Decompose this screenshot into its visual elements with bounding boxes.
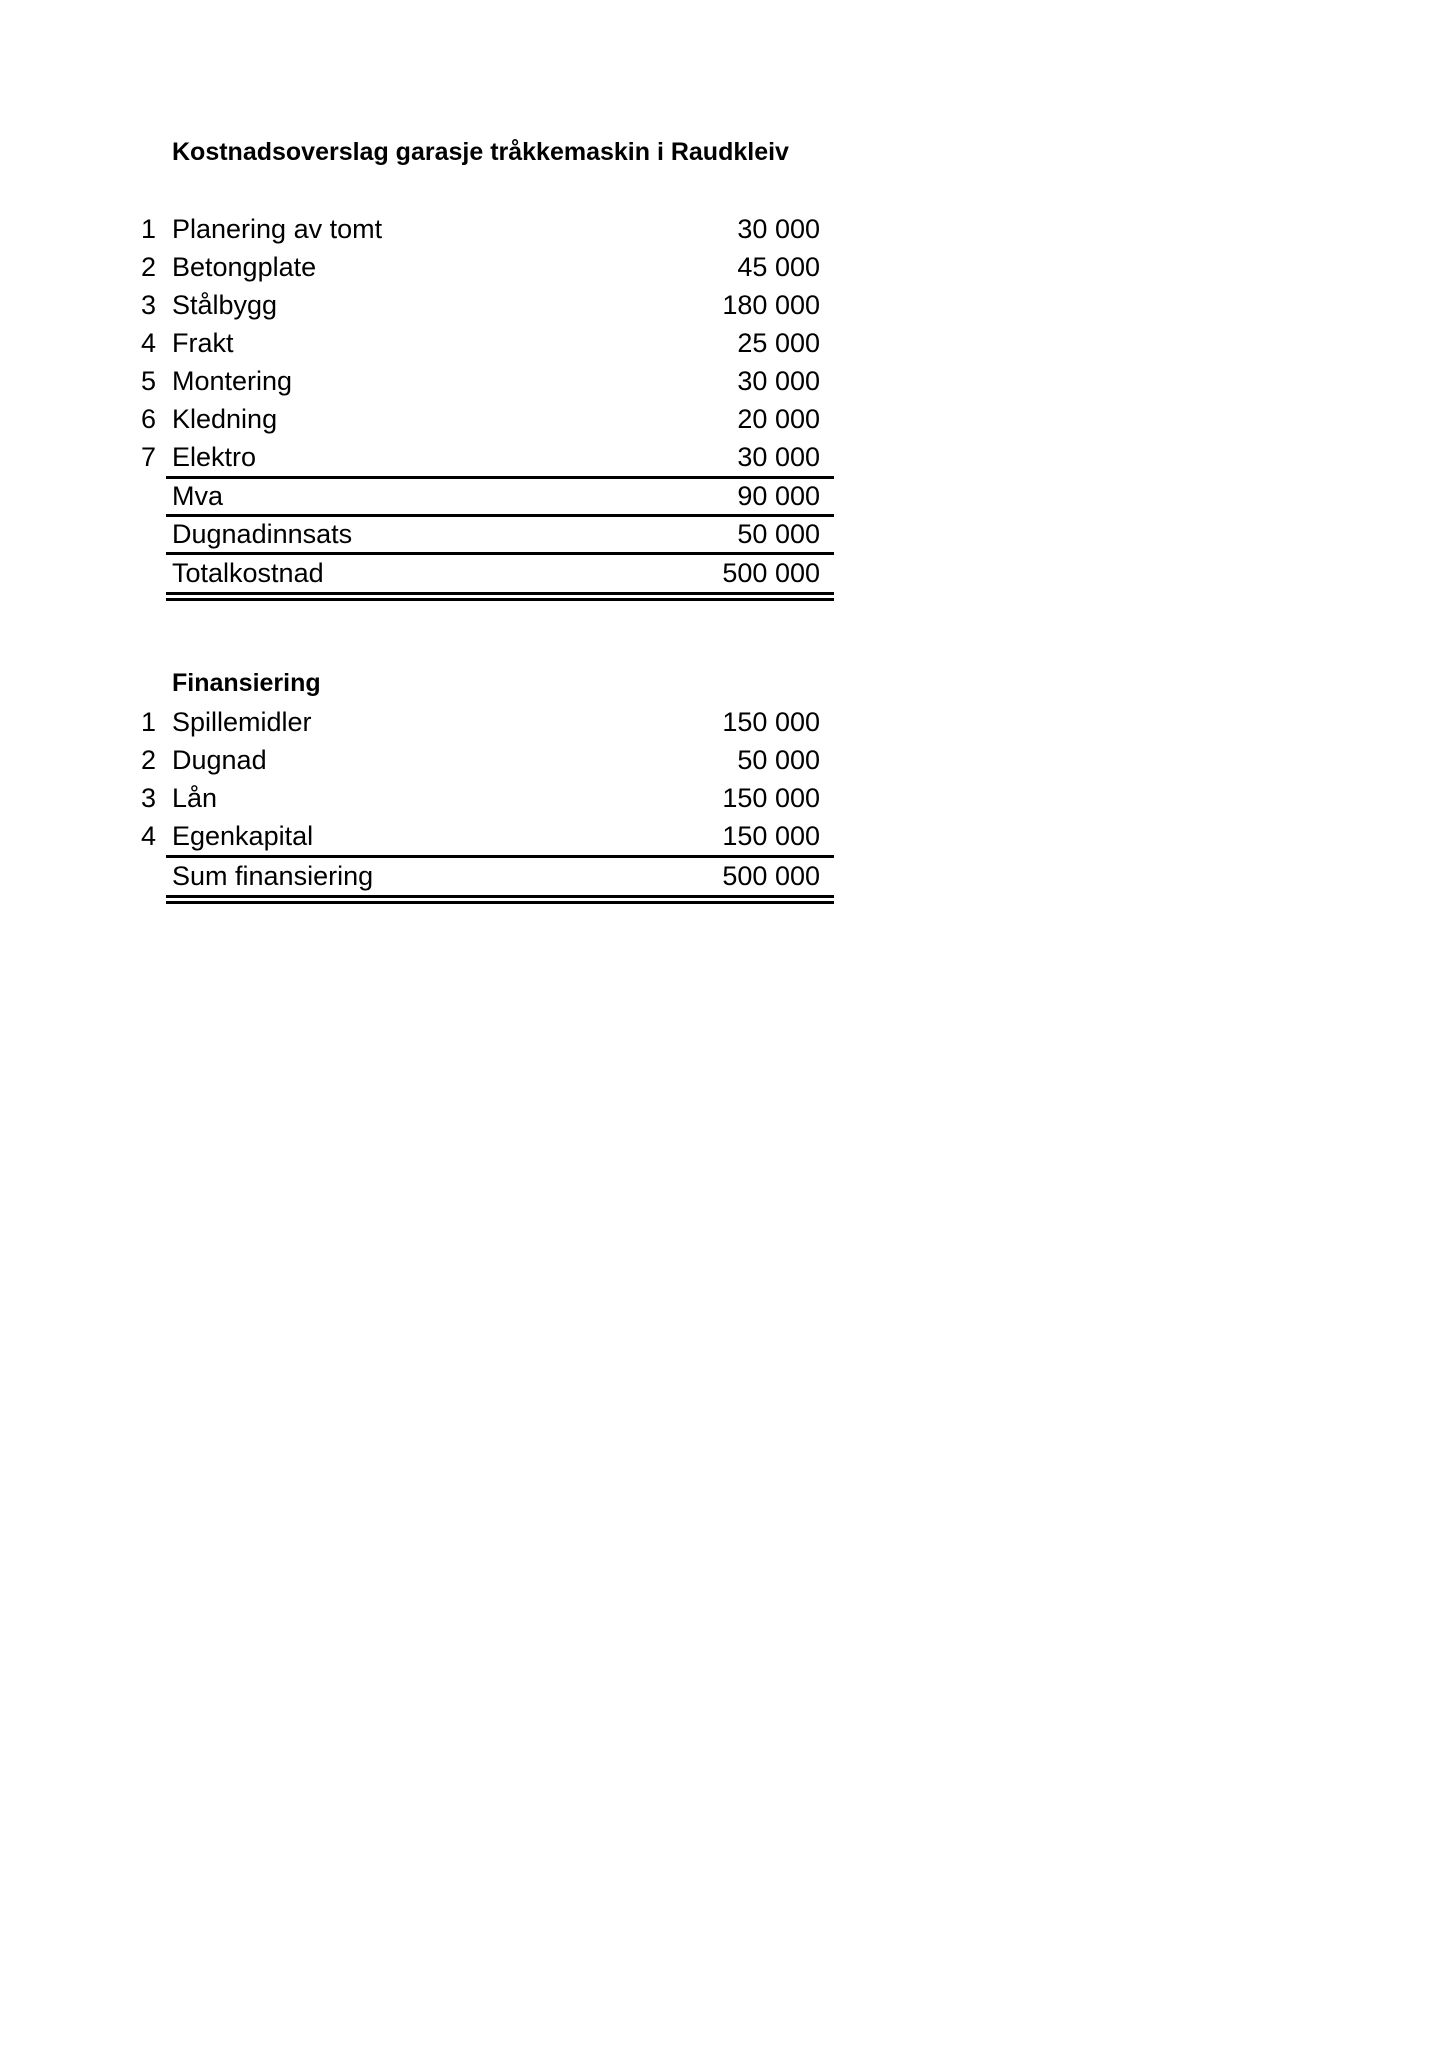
row-label: Planering av tomt — [172, 214, 383, 244]
mva-label: Mva — [172, 481, 224, 511]
row-amount: 30 000 — [737, 214, 820, 244]
table-row — [134, 362, 834, 400]
table-row — [134, 400, 834, 438]
row-label: Montering — [172, 366, 293, 396]
row-amount: 30 000 — [737, 442, 820, 472]
cost-title: Kostnadsoverslag garasje tråkkemaskin i Raudkleiv — [172, 138, 789, 166]
row-number: 2 — [140, 252, 156, 282]
table-row — [134, 779, 834, 817]
row-label: Spillemidler — [172, 707, 312, 737]
dugnadinnsats-amount: 50 000 — [737, 519, 820, 549]
row-amount: 45 000 — [737, 252, 820, 282]
row-label: Dugnad — [172, 745, 267, 775]
row-amount: 25 000 — [737, 328, 820, 358]
row-label: Kledning — [172, 404, 278, 434]
row-number: 4 — [140, 328, 156, 358]
financing-table — [134, 703, 834, 904]
row-amount: 150 000 — [722, 707, 820, 737]
row-amount: 150 000 — [722, 783, 820, 813]
row-label: Betongplate — [172, 252, 317, 282]
row-number: 1 — [140, 214, 156, 244]
financing-total-amount: 500 000 — [722, 861, 820, 891]
double-underline — [166, 895, 834, 904]
dugnadinnsats-label: Dugnadinnsats — [172, 519, 353, 549]
row-number: 5 — [140, 366, 156, 396]
row-number: 6 — [140, 404, 156, 434]
cost-table — [134, 210, 834, 601]
row-label: Egenkapital — [172, 821, 314, 851]
row-number: 2 — [140, 745, 156, 775]
table-row — [134, 438, 834, 476]
row-number: 3 — [140, 290, 156, 320]
table-row — [134, 324, 834, 362]
double-underline — [166, 592, 834, 601]
row-amount: 30 000 — [737, 366, 820, 396]
row-amount: 180 000 — [722, 290, 820, 320]
row-number: 7 — [140, 442, 156, 472]
table-row — [134, 741, 834, 779]
row-number: 1 — [140, 707, 156, 737]
mva-row — [134, 479, 834, 514]
mva-amount: 90 000 — [737, 481, 820, 511]
row-amount: 50 000 — [737, 745, 820, 775]
row-amount: 20 000 — [737, 404, 820, 434]
row-label: Stålbygg — [172, 290, 278, 320]
row-label: Elektro — [172, 442, 257, 472]
financing-total-label: Sum finansiering — [172, 861, 374, 891]
row-label: Frakt — [172, 328, 234, 358]
row-number: 4 — [140, 821, 156, 851]
row-label: Lån — [172, 783, 218, 813]
table-row — [134, 286, 834, 324]
row-amount: 150 000 — [722, 821, 820, 851]
table-row — [134, 817, 834, 855]
dugnadinnsats-row — [134, 517, 834, 552]
row-number: 3 — [140, 783, 156, 813]
financing-title: Finansiering — [172, 669, 321, 697]
total-row — [134, 555, 834, 592]
table-row — [134, 210, 834, 248]
total-amount: 500 000 — [722, 558, 820, 588]
total-label: Totalkostnad — [172, 558, 324, 588]
table-row — [134, 248, 834, 286]
financing-total-row — [134, 858, 834, 895]
table-row — [134, 703, 834, 741]
